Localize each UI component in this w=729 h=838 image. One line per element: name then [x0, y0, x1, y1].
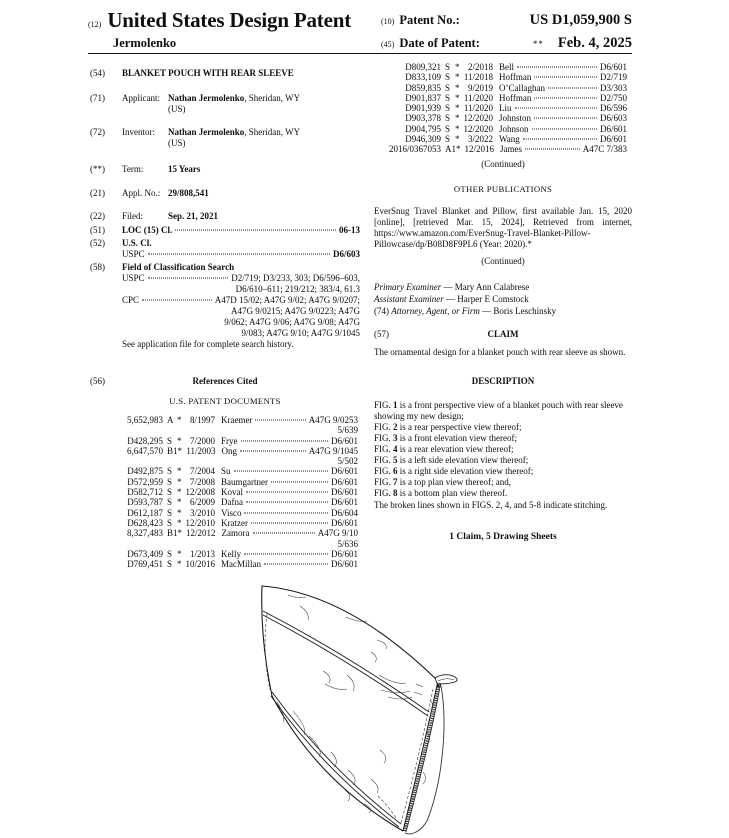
references-table-right [388, 62, 627, 155]
reference-date: 2/2018 [467, 62, 493, 72]
search-history-note: See application file for complete search history. [122, 339, 294, 349]
reference-class: D6/601 [331, 497, 358, 508]
reference-star: * [177, 517, 182, 528]
dot-leader [548, 87, 597, 88]
dot-leader [246, 492, 328, 493]
reference-date: 11/2003 [186, 445, 216, 456]
us-class-row: (52) U.S. Cl. USPC D6/603 [90, 238, 360, 259]
reference-star: * [455, 123, 460, 134]
patent-reference-row [394, 72, 627, 82]
reference-kind-code: S [167, 476, 173, 487]
primary-examiner-label: Primary Examiner [374, 281, 442, 292]
reference-star: * [455, 134, 460, 145]
reference-number: 5,652,983 [127, 415, 163, 425]
description-heading: DESCRIPTION [471, 375, 535, 386]
reference-star: * [455, 72, 460, 83]
reference-name: Hoffman [499, 72, 532, 83]
patent-reference-row [116, 436, 358, 446]
reference-star: * [455, 103, 460, 114]
reference-star: * [177, 435, 182, 446]
reference-star: * [177, 559, 182, 570]
uscl-label: U.S. Cl. [122, 238, 152, 248]
reference-class: D2/750 [600, 92, 627, 103]
inventor-tag: (72) [90, 127, 105, 137]
applicant-name: Nathan Jermolenko [168, 93, 245, 103]
reference-star: * [455, 82, 460, 93]
reference-star: * [177, 415, 182, 425]
reference-number: D673,409 [127, 548, 163, 559]
reference-class: D3/303 [600, 82, 627, 93]
reference-name: Dafna [221, 497, 243, 508]
claim-heading-row: (57) CLAIM [374, 328, 519, 339]
inventor-label: Inventor: [122, 127, 155, 137]
term-value: 15 Years [168, 164, 201, 174]
attorney-label: Attorney, Agent, or Firm [391, 305, 480, 316]
reference-class: D6/601 [600, 134, 627, 145]
loc-class-row: (51) LOC (15) Cl. 06-13 [90, 225, 360, 235]
inventor-surname: Jermolenko [113, 36, 177, 50]
reference-date: 7/2004 [189, 466, 215, 477]
reference-kind-code: S [167, 466, 173, 477]
reference-number: D903,378 [405, 113, 441, 124]
reference-kind-code: B1 [167, 445, 178, 456]
patent-no-tag: (10) [381, 17, 395, 26]
reference-class: D6/596 [600, 103, 627, 114]
patent-reference-continuation: 5/636 [337, 538, 358, 549]
reference-kind-code: S [445, 92, 451, 103]
patent-figure-drawing [230, 580, 530, 838]
reference-number: D809,321 [405, 62, 441, 72]
reference-date: 12/2010 [185, 517, 215, 528]
reference-class: A47G 9/10 [317, 528, 358, 539]
reference-number: D901,939 [405, 103, 441, 114]
figure-description-line: FIG. 3 is a front elevation view thereof; [374, 432, 517, 443]
dot-leader [534, 77, 597, 78]
reference-name: Bell [499, 62, 514, 72]
reference-star: * [455, 62, 460, 72]
applicant-value: Nathan Jermolenko, Sheridan, WY (US) [168, 93, 360, 115]
dot-leader [142, 300, 212, 301]
document-title: United States Design Patent [107, 8, 351, 32]
reference-star: * [177, 466, 182, 477]
reference-kind-code: A1 [445, 144, 456, 155]
dot-leader [534, 118, 597, 119]
reference-name: Zamora [221, 528, 250, 539]
reference-class: D6/601 [331, 466, 358, 477]
reference-kind-code: A [167, 415, 174, 425]
other-publications-heading: OTHER PUBLICATIONS [453, 183, 553, 194]
reference-number: 6,647,570 [127, 445, 163, 456]
reference-name: Johnson [499, 123, 529, 134]
reference-name: Kraemer [221, 415, 253, 425]
applicant-label: Applicant: [122, 93, 160, 103]
field-search-label: Field of Classification Search [122, 262, 235, 272]
date-tag: (45) [381, 40, 395, 49]
patent-reference-continuation: 5/502 [337, 456, 358, 467]
reference-class: D6/601 [331, 559, 358, 570]
dot-leader [244, 553, 328, 554]
patent-number: US D1,059,900 S [529, 12, 632, 28]
reference-star: * [177, 548, 182, 559]
attorney-name: — Boris Leschinsky [482, 305, 557, 316]
patent-reference-row [394, 93, 627, 103]
dot-leader [175, 230, 336, 231]
left-column [90, 68, 360, 569]
reference-number: D833,109 [405, 72, 441, 83]
reference-name: Su [221, 466, 231, 477]
primary-examiner-name: — Mary Ann Calabrese [443, 281, 530, 292]
patent-reference-row [116, 415, 358, 425]
inventor-row [90, 127, 360, 149]
reference-number: 8,327,483 [127, 528, 163, 539]
inventor-name: Nathan Jermolenko [168, 127, 245, 137]
reference-class: D6/601 [331, 435, 358, 446]
reference-star: * [455, 113, 460, 124]
reference-date: 7/2000 [189, 435, 215, 446]
dot-leader [532, 128, 597, 129]
reference-kind-code: S [445, 134, 451, 145]
invention-title: BLANKET POUCH WITH REAR SLEEVE [122, 68, 294, 78]
reference-kind-code: S [167, 507, 173, 518]
field-search-row: (58) Field of Classification Search USPC D2/719; D3/233, 303; D6/596–603, D6/610–611; 219/212; 383/4, 61.3 CPC A47D 15/02; A47G 9/02; A47G 9/0207; A47G 9/0215; A47G 9/0223; A47G 9/062; A47G 9/06; A47G 9/08; A47G 9/083; A47G 9/10; A47G 9/1045 See application file for complete search history. [90, 262, 360, 349]
reference-number: D946,309 [405, 134, 441, 145]
patent-reference-row [116, 559, 358, 569]
reference-name: Hoffman [499, 92, 532, 103]
claim-text: The ornamental design for a blanket pouch with rear sleeve as shown. [374, 346, 626, 357]
reference-number: 2016/0367053 [388, 144, 441, 155]
reference-date: 12/2020 [463, 113, 493, 124]
application-number: 29/808,541 [168, 188, 209, 198]
uspc-class: D6/603 [333, 249, 360, 259]
reference-kind-code: S [445, 72, 451, 83]
reference-star: * [177, 497, 182, 508]
examiner-block [374, 281, 632, 317]
dot-leader [534, 97, 597, 98]
reference-number: D593,787 [127, 497, 163, 508]
reference-class: D2/719 [600, 72, 627, 83]
patent-reference-row [388, 144, 627, 155]
reference-number: D859,835 [405, 82, 441, 93]
reference-star: * [177, 476, 182, 487]
patent-reference-row [116, 549, 358, 559]
reference-star: * [177, 445, 183, 456]
reference-name: Johnston [499, 113, 532, 124]
dot-leader [244, 512, 328, 513]
reference-number: D492,875 [127, 466, 163, 477]
patent-reference-row [394, 113, 627, 123]
reference-name: James [500, 144, 522, 155]
reference-name: Kelly [221, 548, 241, 559]
reference-name: O’Callaghan [499, 82, 545, 93]
dot-leader [271, 481, 328, 482]
patent-reference-row [116, 446, 358, 456]
reference-date: 11/2018 [463, 72, 493, 83]
reference-date: 9/2019 [467, 82, 493, 93]
applicant-country: (US) [168, 104, 186, 114]
appl-no-row: (21) Appl. No.: 29/808,541 [90, 188, 209, 198]
reference-name: Ong [221, 445, 238, 456]
applicant-row [90, 93, 360, 115]
reference-class: D6/601 [331, 517, 358, 528]
dot-leader [525, 149, 580, 150]
reference-date: 12/2012 [186, 528, 216, 539]
invention-title-row [90, 68, 360, 79]
figure-description-line: FIG. 6 is a right side elevation view thereof; [374, 466, 534, 477]
references-cited-heading-row: (56) References Cited [90, 376, 258, 386]
reference-kind-code: S [445, 123, 451, 134]
patent-reference-row [116, 487, 358, 497]
date-label: Date of Patent: [399, 36, 480, 50]
dot-leader [517, 67, 597, 68]
patent-reference-row [116, 477, 358, 487]
reference-date: 12/2008 [185, 487, 215, 498]
reference-date: 7/2008 [189, 476, 215, 487]
title-tag: (54) [90, 68, 105, 78]
reference-kind-code: S [445, 113, 451, 124]
reference-kind-code: S [167, 497, 173, 508]
reference-kind-code: S [167, 559, 173, 570]
us-patent-documents-heading: U.S. PATENT DOCUMENTS [169, 396, 281, 406]
reference-name: Kratzer [221, 517, 248, 528]
dot-leader [523, 139, 597, 140]
reference-class: D6/601 [600, 62, 627, 72]
patent-reference-continuation: 5/639 [337, 425, 358, 436]
assistant-examiner-name: — Harper E Comstock [446, 293, 529, 304]
reference-date: 10/2016 [185, 559, 215, 570]
reference-name: Visco [221, 507, 242, 518]
patent-no-label: Patent No.: [399, 13, 460, 27]
figure-description-line: FIG. 5 is a left side elevation view thereof; [374, 455, 529, 466]
dot-leader [515, 108, 598, 109]
reference-number: D628,423 [127, 517, 163, 528]
reference-star: * [177, 487, 182, 498]
patent-reference-row [116, 528, 358, 538]
claims-summary: 1 Claim, 5 Drawing Sheets [449, 531, 557, 542]
reference-kind-code: S [167, 435, 173, 446]
reference-number: D572,959 [127, 476, 163, 487]
term-row: (**) Term: 15 Years [90, 164, 201, 174]
dot-leader [241, 440, 329, 441]
reference-name: Baumgartner [221, 476, 268, 487]
right-column [374, 62, 632, 543]
loc-value: 06-13 [339, 225, 360, 235]
attorney-tag: (74) [374, 305, 389, 316]
patent-reference-row [394, 83, 627, 93]
references-continued-note: (Continued) [481, 158, 525, 169]
reference-number: D612,187 [127, 507, 163, 518]
reference-class: A47G 9/0253 [308, 415, 358, 425]
reference-kind-code: B1 [167, 528, 178, 539]
reference-number: D901,837 [405, 92, 441, 103]
reference-date: 11/2020 [463, 103, 493, 114]
reference-kind-code: S [167, 487, 173, 498]
reference-kind-code: S [445, 62, 451, 72]
reference-class: D6/604 [331, 507, 358, 518]
figure-description-line: FIG. 4 is a rear elevation view thereof; [374, 444, 514, 455]
references-cited-heading: References Cited [192, 376, 258, 386]
publications-continued-note: (Continued) [481, 255, 525, 266]
filing-date: Sep. 21, 2021 [168, 211, 219, 221]
reference-kind-code: S [445, 103, 451, 114]
figure-descriptions [374, 400, 632, 500]
reference-class: D6/601 [331, 476, 358, 487]
reference-number: D769,451 [127, 559, 163, 570]
patent-reference-row [116, 497, 358, 507]
reference-class: D6/601 [600, 123, 627, 134]
dot-leader [148, 254, 330, 255]
reference-star: * [456, 144, 461, 155]
inventor-country: (US) [168, 138, 186, 148]
figure-description-line: FIG. 2 is a rear perspective view thereof; [374, 421, 522, 432]
reference-number: D428,295 [127, 435, 163, 446]
patent-reference-row [116, 466, 358, 476]
reference-star: * [455, 92, 460, 103]
patent-reference-row [394, 134, 627, 144]
reference-date: 12/2020 [463, 123, 493, 134]
reference-kind-code: S [167, 517, 173, 528]
reference-class: D6/601 [331, 487, 358, 498]
patent-reference-row [116, 508, 358, 518]
dot-leader [148, 278, 229, 279]
assistant-examiner-label: Assistant Examiner [374, 293, 444, 304]
filed-row: (22) Filed: Sep. 21, 2021 [90, 211, 219, 221]
reference-name: MacMillan [221, 559, 261, 570]
kind-code-tag: (12) [88, 20, 102, 29]
reference-name: Liu [499, 103, 512, 114]
patent-reference-row [394, 103, 627, 113]
header-left [88, 8, 380, 51]
reference-class: A47C 7/383 [582, 144, 627, 155]
claim-heading: CLAIM [487, 328, 519, 339]
dot-leader [255, 420, 305, 421]
reference-kind-code: S [445, 82, 451, 93]
reference-name: Koval [221, 487, 243, 498]
applicant-tag: (71) [90, 93, 105, 103]
reference-class: D6/601 [331, 548, 358, 559]
reference-class: D6/603 [600, 113, 627, 124]
dot-leader [246, 502, 328, 503]
dot-leader [251, 522, 328, 523]
header-right [381, 12, 632, 58]
reference-number: D582,712 [127, 487, 163, 498]
loc-label: LOC (15) Cl. [122, 225, 173, 235]
reference-date: 3/2022 [467, 134, 493, 145]
header-rule [88, 53, 632, 54]
figure-description-line: FIG. 7 is a top plan view thereof; and, [374, 477, 511, 488]
reference-kind-code: S [167, 548, 173, 559]
references-table-left [116, 415, 358, 569]
dot-leader [240, 450, 306, 451]
other-publication-entry: EverSnug Travel Blanket and Pillow, first available Jan. 15, 2020 [online], [retrieved Mar. 15, 2024], Retrieved from internet, https://www.amazon.com/EverSnug-Travel-Blanket-Pillow-Pillowcase/dp/B08D8F9PL6 (Year: 2020).* [374, 205, 632, 249]
reference-date: 6/2009 [189, 497, 215, 508]
reference-star: * [177, 528, 183, 539]
reference-date: 3/2010 [189, 507, 215, 518]
broken-lines-note: The broken lines shown in FIGS. 2, 4, and 5-8 indicate stitching. [374, 499, 608, 510]
dot-leader [253, 533, 315, 534]
dot-leader [264, 564, 328, 565]
dot-leader [234, 471, 328, 472]
reference-date: 11/2020 [463, 92, 493, 103]
patent-reference-row [394, 62, 627, 72]
term-extension-marker: ** [532, 39, 544, 49]
reference-date: 8/1997 [189, 415, 215, 425]
reference-name: Frye [221, 435, 238, 446]
figure-description-line: FIG. 8 is a bottom plan view thereof. [374, 488, 508, 499]
reference-star: * [177, 507, 182, 518]
reference-number: D904,795 [405, 123, 441, 134]
reference-class: A47G 9/1045 [308, 445, 358, 456]
patent-date: Feb. 4, 2025 [557, 35, 632, 51]
inventor-value: Nathan Jermolenko, Sheridan, WY (US) [168, 127, 360, 149]
reference-date: 12/2016 [464, 144, 494, 155]
figure-description-line: FIG. 1 is a front perspective view of a blanket pouch with rear sleeve showing my new design; [374, 399, 623, 421]
reference-name: Wang [499, 134, 520, 145]
patent-reference-row [394, 124, 627, 134]
patent-reference-row [116, 518, 358, 528]
reference-date: 1/2013 [189, 548, 215, 559]
